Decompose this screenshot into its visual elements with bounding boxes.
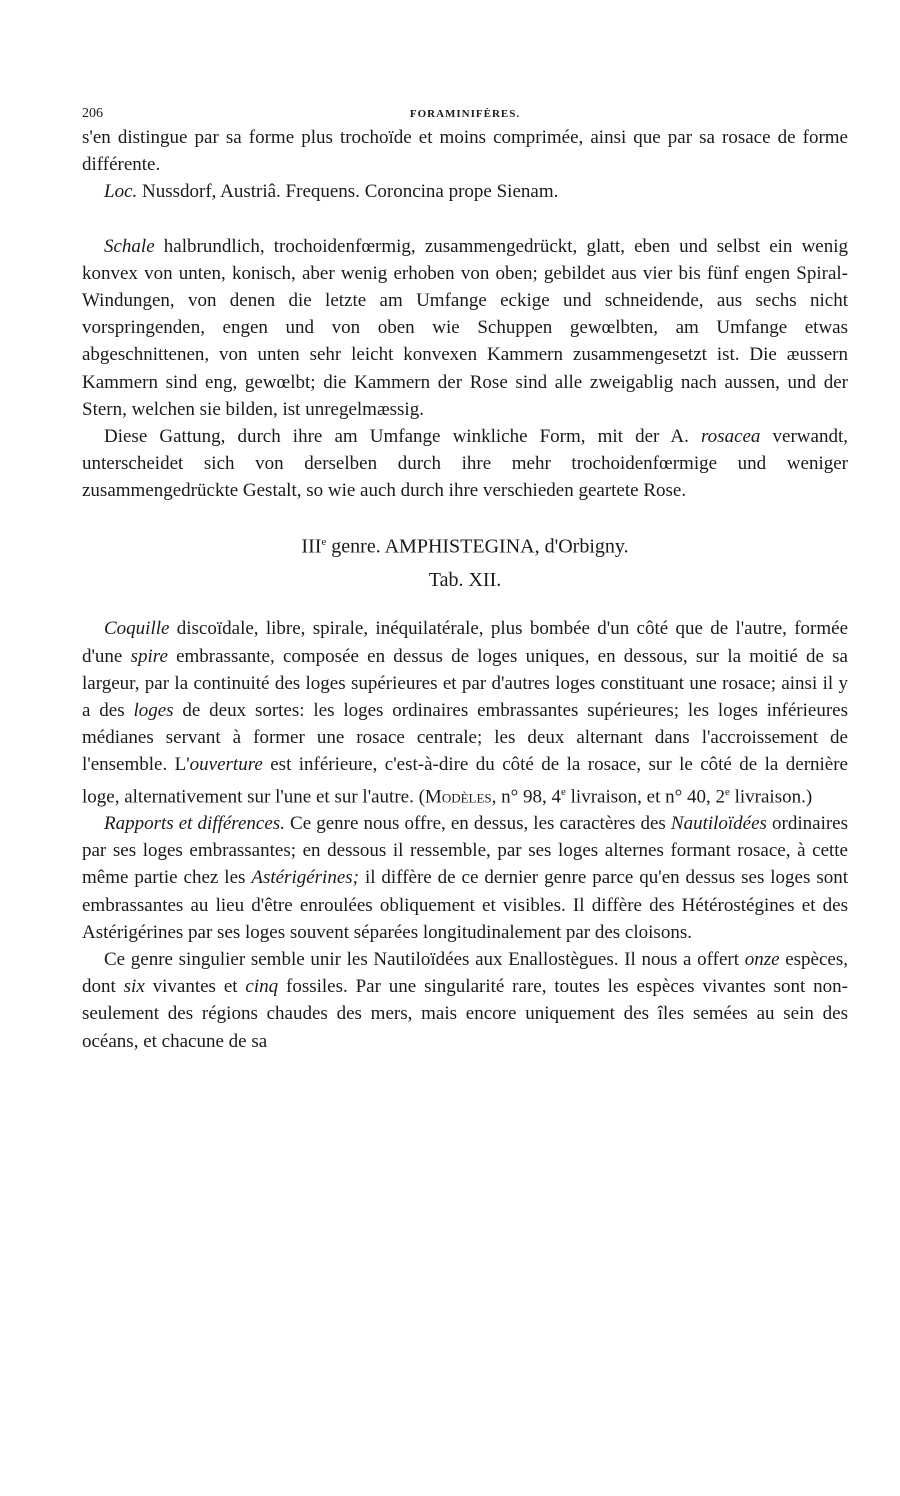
running-header: [82, 100, 848, 124]
spacer: [82, 505, 848, 525]
coquille-lead: Coquille: [104, 618, 170, 640]
spacer: [82, 206, 848, 233]
plate-text: Tab. XII.: [428, 569, 502, 592]
loc-text: Nussdorf, Austriâ. Frequens. Coroncina prope Sienam.: [137, 181, 559, 203]
schale-lead: Schale: [104, 235, 155, 257]
spacer: [82, 597, 848, 615]
genre-six: six: [123, 976, 145, 998]
rapports-text-2: ordinaires par ses loges embrassantes; en dessous il ressemble, par ses loges alternes formant rosace, à cette même partie chez les: [82, 813, 849, 889]
paragraph-diese: [82, 423, 848, 505]
coquille-text-4: est inférieure, c'est-à-dire du côté de la rosace, sur le côté de la dernière loge, alternativement sur l'une et sur l'autre. (: [82, 754, 848, 807]
coquille-text-2: embrassante, composée en dessus de loges uniques, en dessous, sur la moitié de sa largeur, par la continuité des loges supérieures et par d'autres loges constituant une rosace; ainsi il y a des: [82, 645, 848, 721]
schale-text: halbrundlich, trochoidenfœrmig, zusammengedrückt, glatt, eben und selbst ein wenig konvex von unten, konisch, aber wenig erhoben von oben; gebildet aus vier bis fünf engen Spiral-Windungen, von denen die letzte am Umfange eckige und schneidende, aus sechs nicht vorspringenden, engen und von oben wie Schuppen gewœlbten, am Umfange etwas abgeschnittenen, von unten sehr leicht konvexen Kammern zusammengesetzt ist. Die æussern Kammern sind eng, gewœlbt; die Kammern der Rose sind alle zweigablig nach aussen, und der Stern, welchen sie bilden, ist unregelmæssig.: [82, 235, 848, 420]
paragraph-continuation: [82, 124, 848, 178]
coquille-text-5: , n° 98, 4: [491, 785, 562, 807]
diese-before: Diese Gattung, durch ihre am Umfange winkliche Form, mit der A.: [104, 426, 701, 448]
coquille-loges: loges: [133, 699, 174, 721]
paragraph-genre: [82, 946, 848, 1055]
genre-text-1: Ce genre singulier semble unir les Nautiloïdées aux Enallostègues. Il nous a offert: [104, 949, 745, 971]
rapports-lead: Rapports et différences.: [104, 813, 285, 835]
rapports-text-1: Ce genre nous offre, en dessus, les caractères des: [284, 813, 671, 835]
loc-label: Loc.: [104, 181, 138, 203]
genre-text-3: vivantes et: [144, 976, 246, 998]
paragraph-rapports: [82, 810, 848, 946]
coquille-text-3: de deux sortes: les loges ordinaires embrassantes supérieures; les loges inférieures médianes servant à former une rosace centrale; les deux alternant dans l'accroissement de l'ensemble. L': [82, 699, 849, 776]
genre-text-4: fossiles. Par une singularité rare, toutes les espèces vivantes sont non-seulement des régions chaudes des mers, mais encore uniquement des îles semées au sein des océans, et chacune de sa: [82, 976, 849, 1052]
coquille-sup-1: e: [561, 785, 566, 798]
coquille-text-1: discoïdale, libre, spirale, inéquilatérale, plus bombée d'un côté que de l'autre, formée d'une: [82, 618, 848, 667]
paragraph-schale: [82, 233, 848, 423]
rapports-nautiloidees: Nautiloïdées: [670, 813, 767, 835]
section-heading: [82, 525, 848, 564]
diese-italic: rosacea: [700, 426, 761, 448]
heading-roman: III: [301, 535, 322, 558]
paragraph-coquille: [82, 615, 848, 810]
heading-rest: genre. AMPHISTEGINA, d'Orbigny.: [326, 535, 629, 558]
coquille-modeles: Modèles: [424, 785, 492, 807]
page: [82, 100, 848, 1055]
coquille-text-7: livraison.): [729, 785, 813, 807]
coquille-ouverture: ouverture: [189, 754, 263, 776]
continuation-text: s'en distingue par sa forme plus trochoïde et moins comprimée, ainsi que par sa rosace de forme différente.: [82, 127, 848, 176]
coquille-sup-2: e: [724, 785, 730, 798]
rapports-asterigerines: Astérigérines;: [251, 867, 359, 889]
genre-text-2: espèces, dont: [82, 949, 848, 998]
heading-superscript: e: [321, 535, 327, 548]
rapports-text-3: il diffère de ce dernier genre parce qu'en dessus ses loges sont embrassantes au lieu d'être enroulées obliquement et visibles. Il diffère des Hétérostégines et des Astérigérines par ses loges souvent séparées longitudinalement par des cloisons.: [82, 867, 848, 943]
running-title: FORAMINIFÈRES.: [409, 108, 521, 120]
coquille-text-6: livraison, et n° 40, 2: [565, 785, 725, 807]
genre-cinq: cinq: [245, 976, 279, 998]
page-number: 206: [82, 106, 103, 121]
plate-reference: [82, 563, 848, 597]
paragraph-locality: [82, 178, 848, 205]
coquille-spire: spire: [130, 645, 168, 667]
genre-onze: onze: [744, 949, 780, 971]
diese-after: verwandt, unterscheidet sich von derselben durch ihre mehr trochoidenfœrmige und weniger zusammengedrückte Gestalt, so wie auch durch ihre verschieden geartete Rose.: [82, 426, 848, 502]
